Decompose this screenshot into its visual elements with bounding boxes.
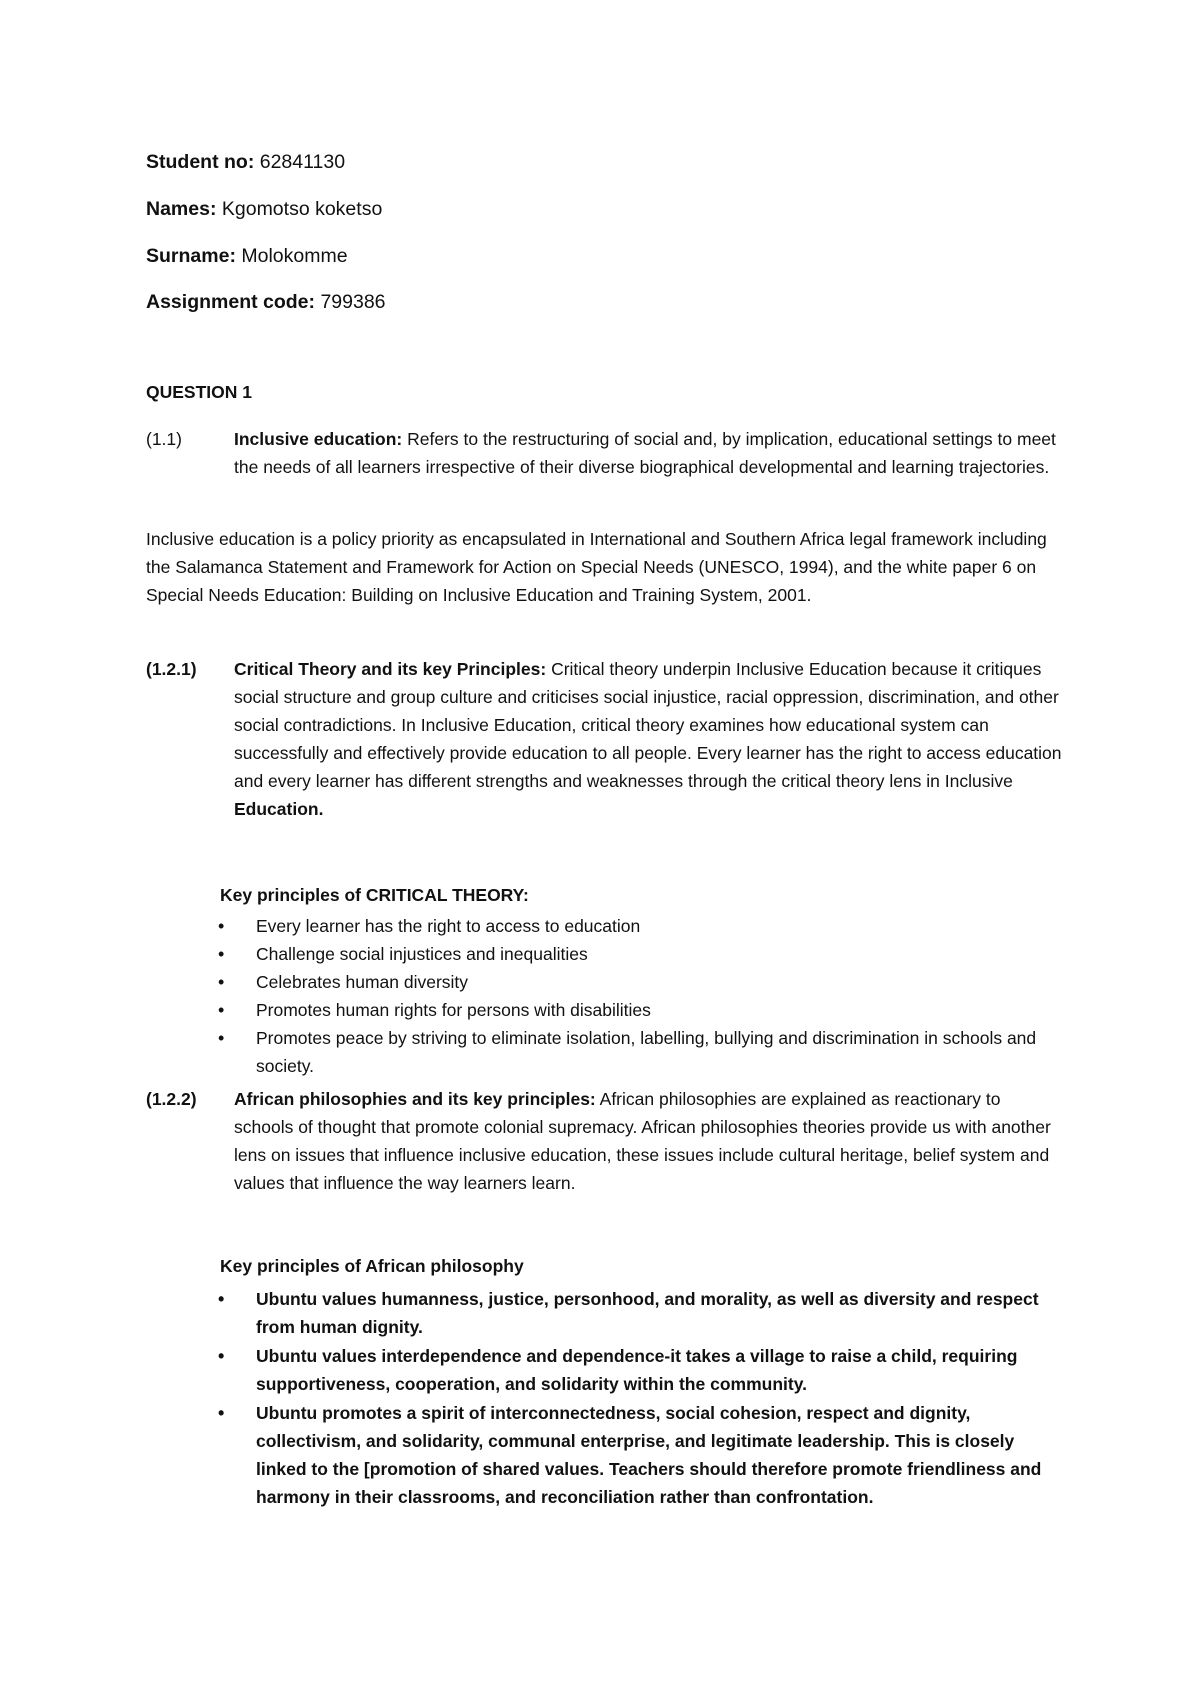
surname-label: Surname: (146, 245, 236, 267)
list-item (210, 1285, 1065, 1341)
list-item-text: Ubuntu values humanness, justice, personhood, and morality, as well as diversity and respect from human dignity. (256, 1289, 1039, 1337)
list-item-text: Every learner has the right to access to education (256, 916, 641, 936)
critical-principles-list (210, 912, 1065, 1080)
item-text (234, 655, 1062, 823)
names-line (146, 198, 382, 221)
item-body: African philosophies are explained as reactionary to schools of thought that promote colonial supremacy. African philosophies theories provide us with another lens on issues that influence inclusive education, these issues include cultural heritage, belief system and values that influence the way learners learn. (234, 1089, 1051, 1193)
list-item-text: Promotes peace by striving to eliminate isolation, labelling, bullying and discrimination in schools and society. (256, 1028, 1037, 1076)
bullet-icon: • (218, 1403, 225, 1423)
list-item (210, 1342, 1065, 1398)
student-no-label: Student no: (146, 151, 255, 173)
assignment-code-label: Assignment code: (146, 291, 316, 313)
list-item-text: Ubuntu values interdependence and dependence-it takes a village to raise a child, requiring supportiveness, cooperation, and solidarity within the community. (256, 1346, 1018, 1394)
item-1-2-2 (146, 1085, 1066, 1197)
student-no-line (146, 151, 345, 174)
surname-value: Molokomme (235, 245, 348, 267)
item-term: African philosophies and its key principles: (234, 1089, 596, 1109)
critical-principles-heading: Key principles of CRITICAL THEORY: (220, 885, 529, 905)
item-text (234, 1085, 1062, 1197)
question-heading: QUESTION 1 (146, 382, 252, 402)
item-number: (1.2.2) (146, 1089, 197, 1109)
bullet-icon: • (218, 1346, 225, 1366)
item-1-1 (146, 425, 1066, 481)
bullet-icon: • (218, 944, 225, 964)
inclusive-education-paragraph: Inclusive education is a policy priority as encapsulated in International and Southern Africa legal framework including the Salamanca Statement and Framework for Action on Special Needs (UNESCO, 1994), and the white paper 6 on Special Needs Education: Building on Inclusive Education and Training System, 2001. (146, 529, 1047, 605)
list-item-text: Challenge social injustices and inequalities (256, 944, 588, 964)
african-principles-heading: Key principles of African philosophy (220, 1256, 524, 1276)
african-principles-list (210, 1285, 1065, 1512)
item-tail: Education. (234, 799, 324, 819)
list-item (210, 940, 1065, 968)
list-item (210, 968, 1065, 996)
list-item-text: Ubuntu promotes a spirit of interconnectedness, social cohesion, respect and dignity, collectivism, and solidarity, communal enterprise, and legitimate leadership. This is closely linked to the [promotion of shared values. Teachers should therefore promote friendliness and harmony in their classrooms, and reconciliation rather than confrontation. (256, 1403, 1042, 1507)
surname-line (146, 245, 348, 268)
item-text (234, 425, 1062, 481)
item-body: Critical theory underpin Inclusive Education because it critiques social structure and group culture and criticises social injustice, racial oppression, discrimination, and other social contradictions. In Inclusive Education, critical theory examines how educational system can successfully and effectively provide education to all people. Every learner has the right to access education and every learner has different strengths and weaknesses through the critical theory lens in Inclusive (234, 659, 1062, 791)
list-item-text: Promotes human rights for persons with disabilities (256, 1000, 651, 1020)
item-number: (1.2.1) (146, 659, 197, 679)
bullet-icon: • (218, 916, 225, 936)
list-item (210, 996, 1065, 1024)
list-item (210, 1399, 1065, 1511)
assignment-code-value: 799386 (315, 291, 386, 313)
item-term: Inclusive education: (234, 429, 403, 449)
assignment-code-line (146, 291, 386, 314)
student-no-value: 62841130 (254, 151, 346, 173)
names-value: Kgomotso koketso (216, 198, 383, 220)
names-label: Names: (146, 198, 217, 220)
bullet-icon: • (218, 1028, 225, 1048)
item-body: Refers to the restructuring of social and, by implication, educational settings to meet the needs of all learners irrespective of their diverse biographical developmental and learning trajectories. (234, 429, 1056, 477)
list-item-text: Celebrates human diversity (256, 972, 469, 992)
item-term: Critical Theory and its key Principles: (234, 659, 547, 679)
list-item (210, 912, 1065, 940)
bullet-icon: • (218, 1289, 225, 1309)
bullet-icon: • (218, 972, 225, 992)
bullet-icon: • (218, 1000, 225, 1020)
item-1-2-1 (146, 655, 1066, 823)
item-number: (1.1) (146, 429, 182, 449)
list-item (210, 1024, 1065, 1080)
